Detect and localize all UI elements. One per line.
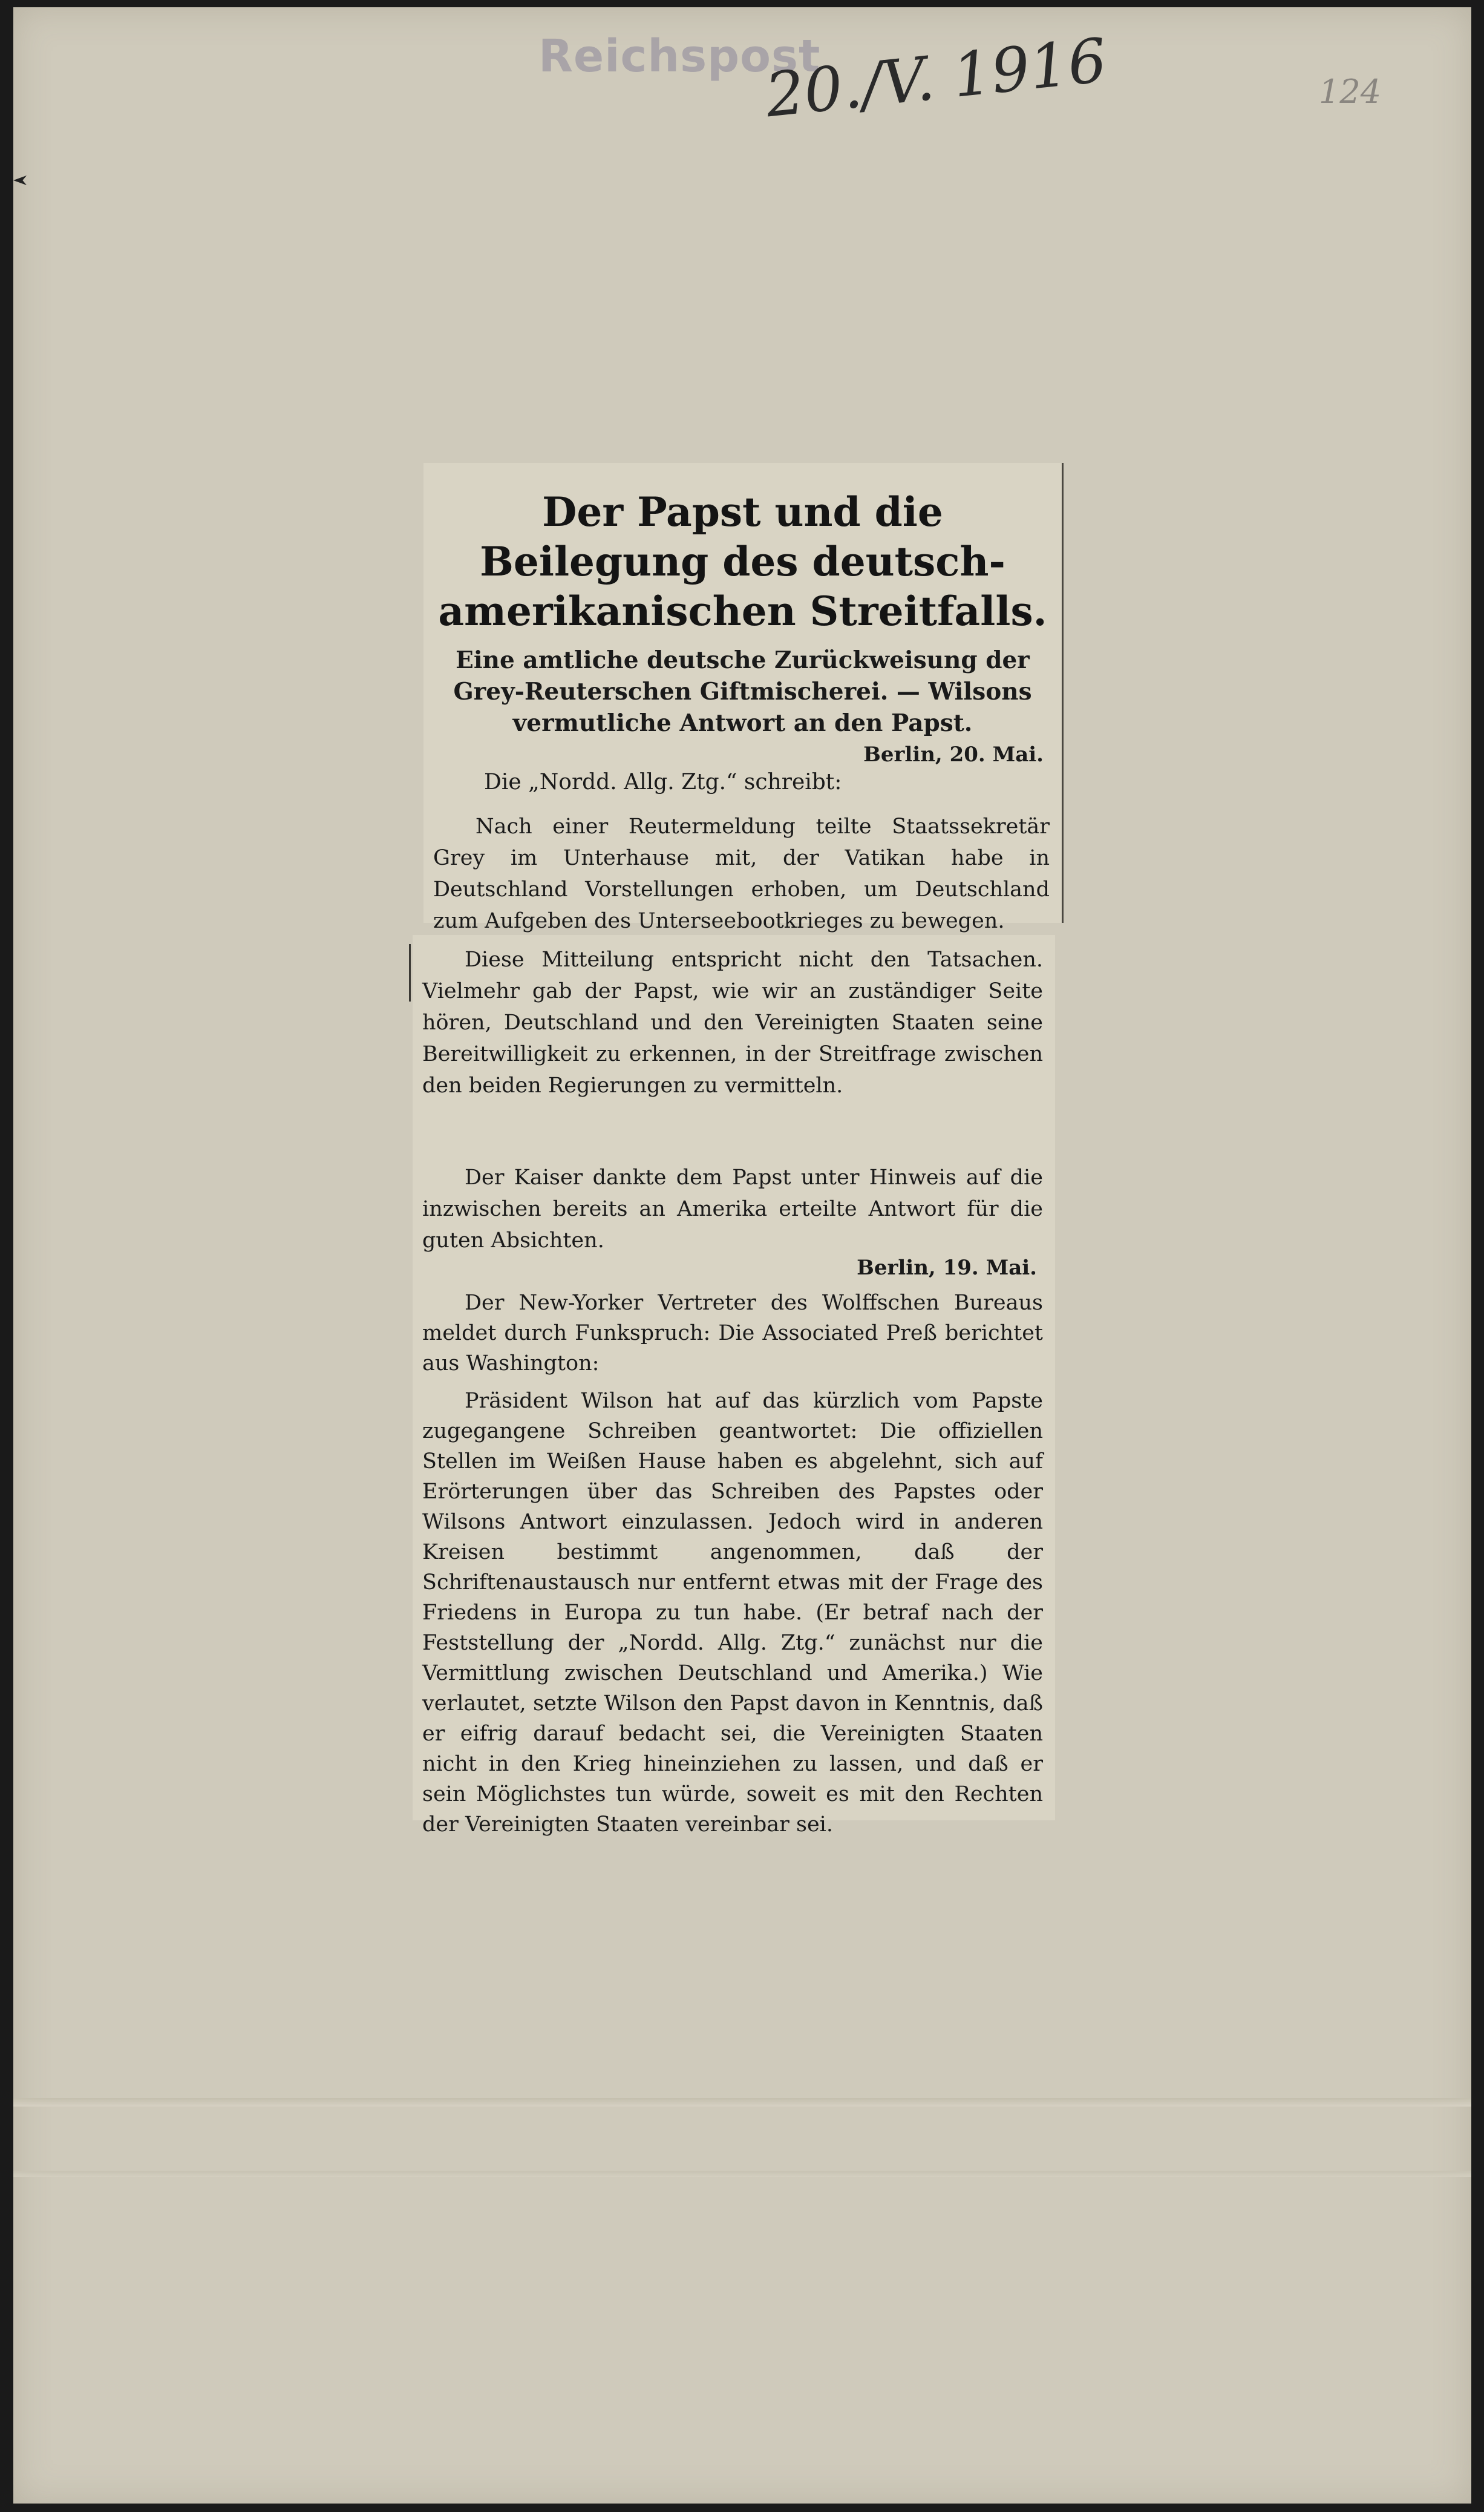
article-paragraph-5: Präsident Wilson hat auf das kürzlich vom Papste zugegangene Schreiben geantwortet: Die offiziellen Stellen im Weißen Hause haben es abgelehnt, sich auf Erörterungen über das Schreiben des Papstes oder Wilsons Antwort einzulassen. Jedoch wird in anderen Kreisen bestimmt angenommen, daß der Schriftenaustausch nur entfernt etwas mit der Frage des Friedens in Europa zu tun habe. (Er betraf nach der Feststellung der „Nordd. Allg. Ztg.“ zunächst nur die Vermittlung zwischen Deutschland und Amerika.) Wie verlautet, setzte Wilson den Papst davon in Kenntnis, daß er eifrig darauf bedacht sei, die Vereinigten Staaten nicht in den Krieg hineinziehen zu lassen, und daß er sein Möglichstes tun würde, soweit es mit den Rechten der Vereinigten Staaten vereinbar sei. [422, 1389, 1043, 1837]
dateline-berlin-20: Berlin, 20. Mai. [863, 743, 1044, 767]
article-intro: Die „Nordd. Allg. Ztg.“ schreibt: [484, 770, 842, 795]
clipping-edge [409, 944, 411, 1002]
article-paragraph-1: Nach einer Reutermeldung teilte Staatssekretär Grey im Unterhause mit, der Vatikan habe in Deutschland Vorstellungen erhoben, um Deutschland zum Aufgeben des Unterseebootkrieges zu bewegen. [433, 815, 1050, 933]
reichspost-stamp: Reichspost [538, 30, 821, 82]
article-headline: Der Papst und die Beilegung des deutsch-amerikanischen Streitfalls. [438, 488, 1047, 635]
article-paragraph-4: Der New-Yorker Vertreter des Wolffschen Bureaus meldet durch Funkspruch: Die Associated Preß berichtet aus Washington: [422, 1291, 1043, 1376]
paper-fold-lower [13, 2171, 1471, 2177]
handwritten-date: 20./V. 1916 [762, 24, 1110, 131]
dateline-berlin-19: Berlin, 19. Mai. [857, 1256, 1037, 1280]
article-subhead: Eine amtliche deutsche Zurückweisung der Grey-Reuterschen Giftmischerei. — Wilsons vermutliche Antwort an den Papst. [453, 646, 1032, 737]
article-paragraph-2: Diese Mitteilung entspricht nicht den Tatsachen. Vielmehr gab der Papst, wie wir an zuständiger Seite hören, Deutschland und den Vereinigten Staaten seine Bereitwilligkeit zu erkennen, in der Streitfrage zwischen den beiden Regierungen zu vermitteln. [422, 948, 1043, 1098]
handwritten-page-number: 124 [1319, 73, 1382, 111]
newspaper-clipping-top [423, 463, 1064, 933]
paper-fold [13, 2098, 1471, 2107]
article-paragraph-3: Der Kaiser dankte dem Papst unter Hinweis auf die inzwischen bereits an Amerika erteilte Antwort für die guten Absichten. [422, 1166, 1043, 1253]
newspaper-clipping-bottom [413, 935, 1055, 1837]
